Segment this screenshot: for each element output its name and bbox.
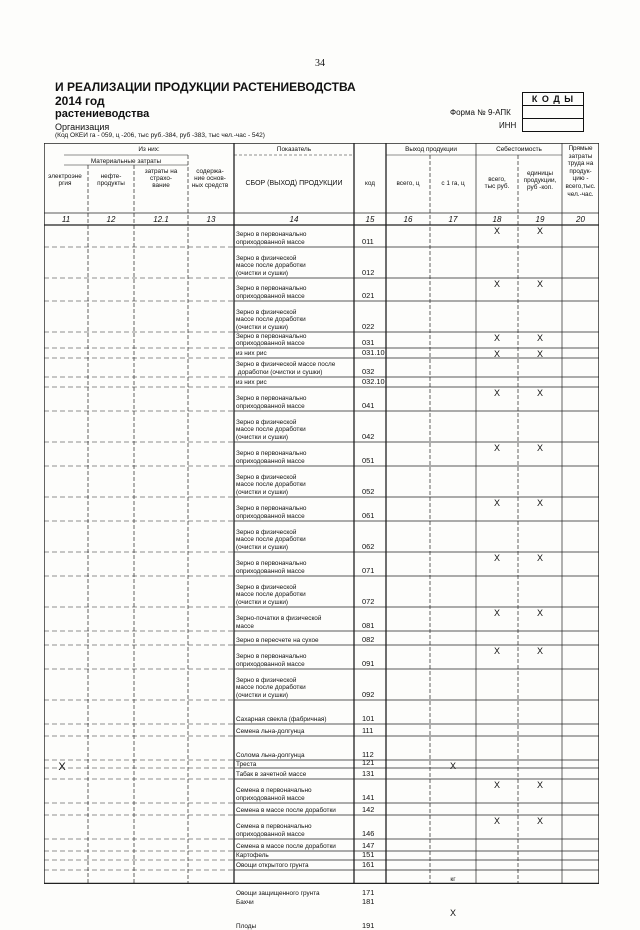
inn-label: ИНН (499, 121, 517, 130)
row-code: 142 (362, 805, 375, 814)
row-code: 081 (362, 621, 375, 630)
mark-col-19: X (536, 816, 543, 826)
header-col-insurance: затраты на страхо- вание (144, 168, 178, 189)
row-code: 031 (362, 338, 375, 347)
column-number: 12 (106, 215, 116, 224)
column-number: 13 (206, 215, 216, 224)
mark-col-18: X (493, 553, 500, 563)
column-number: 20 (576, 215, 585, 224)
row-code: 111 (362, 726, 374, 735)
row-indicator: Зерно в физической массе после доработки (очистки и сушки) (236, 529, 306, 551)
row-indicator: Бахчи (236, 899, 254, 906)
row-indicator: Овощи открытого грунта (236, 861, 309, 869)
row-code: 112 (362, 750, 374, 759)
mark-col-18: X (493, 646, 500, 656)
row-indicator: Зерно в физической массе после доработки (очистки и сушки) (236, 474, 306, 496)
mark-col-17: X (449, 761, 456, 771)
mark-col-19: X (536, 226, 543, 236)
header-harvest: СБОР (ВЫХОД) ПРОДУКЦИИ (245, 180, 343, 187)
page-number: 34 (315, 58, 325, 69)
column-number: 16 (403, 215, 413, 224)
column-number: 11 (61, 215, 71, 224)
row-code: 091 (362, 659, 375, 668)
row-code: 072 (362, 597, 375, 606)
row-indicator: Картофель (236, 852, 269, 859)
row-indicator: Зерно в первоначально оприходованной массе (236, 505, 307, 520)
production-table (44, 143, 599, 930)
row-indicator: Зерно в физической массе после доработки (очистки и сушки) (236, 255, 306, 277)
report-title: И РЕАЛИЗАЦИИ ПРОДУКЦИИ РАСТЕНИЕВОДСТВА (55, 80, 356, 94)
row-indicator: Семена в массе после доработки (236, 806, 336, 814)
row-indicator: Семена в первоначально оприходованной массе (236, 787, 312, 802)
mark-col-19: X (536, 780, 543, 790)
column-number: 18 (492, 215, 502, 224)
mark-col-18: X (493, 226, 500, 236)
row-code: 146 (362, 829, 375, 838)
row-code: 151 (362, 850, 375, 859)
row-code: 181 (362, 897, 375, 906)
mark-col-19: X (536, 646, 543, 656)
header-col-labor: Прямые затраты труда на продук- цию - всего,тыс. чел.-час. (565, 145, 596, 198)
codes-header-box: К О Д Ы (522, 92, 584, 106)
row-indicator: Зерно в физической массе после доработки (очистки и сушки) (236, 361, 336, 376)
header-cost: Себестоимость (496, 146, 542, 153)
row-code: 032.10 (362, 377, 385, 386)
row-code: 062 (362, 542, 375, 551)
row-code: 022 (362, 322, 375, 331)
header-iz-nih: Из них: (138, 146, 160, 153)
form-code-field[interactable] (522, 105, 584, 119)
okei-units-note: (Код ОКЕИ га - 059, ц -206, тыс руб.-384, руб -383, тыс чел.-час - 542) (55, 132, 265, 139)
row-indicator: Овощи защищенного грунта (236, 889, 320, 897)
row-indicator: Зерно в физической массе после доработки (очистки и сушки) (236, 309, 306, 331)
row-code: 147 (362, 841, 375, 850)
row-indicator: из них рис (236, 349, 267, 357)
row-indicator: Зерно в физической массе после доработки (очистки и сушки) (236, 677, 306, 699)
row-indicator: Табак в зачетной массе (236, 770, 307, 778)
row-indicator: Зерно в первоначально оприходованной массе (236, 333, 307, 348)
mark-col-17: X (449, 908, 456, 918)
mark-col-19: X (536, 279, 543, 289)
row-indicator: Семена в массе после доработки (236, 842, 336, 850)
row-code: 161 (362, 860, 375, 869)
row-code: 032 (362, 367, 375, 376)
mark-col-19: X (536, 388, 543, 398)
header-col-electricity: электроэне ргия (48, 173, 82, 187)
mark-col-18: X (493, 498, 500, 508)
row-code: 061 (362, 511, 375, 520)
row-indicator: Зерно-початки в физической массе (236, 615, 322, 630)
column-number: 14 (289, 215, 299, 224)
column-number: 19 (535, 215, 545, 224)
row-indicator: Зерно в физической массе после доработки (очистки и сушки) (236, 419, 306, 441)
row-code: 071 (362, 566, 375, 575)
row-code: 031.10 (362, 348, 385, 357)
row-indicator: Зерно в первоначально оприходованной массе (236, 450, 307, 465)
row-indicator: Семена в первоначально оприходованной массе (236, 823, 312, 838)
row-code: 051 (362, 456, 375, 465)
form-number-label: Форма № 9-АПК (450, 108, 511, 117)
row-code: 042 (362, 432, 375, 441)
row-indicator: Треста (236, 761, 257, 768)
row-code: 021 (362, 291, 375, 300)
row-indicator: Зерно в первоначально оприходованной массе (236, 231, 307, 246)
mark-col-18: X (493, 349, 500, 359)
row-indicator: Сахарная свекла (фабричная) (236, 715, 327, 723)
column-number: 15 (365, 215, 375, 224)
row-code: 121 (362, 758, 375, 767)
header-col-unit-cost: единицы продукции, руб -коп. (523, 170, 557, 191)
header-col-code: код (364, 180, 375, 187)
mark-col-19: X (536, 349, 543, 359)
row-code: 141 (362, 793, 375, 802)
row-indicator: Зерно в физической массе после доработки (очистки и сушки) (236, 584, 306, 606)
mark-col-18: X (493, 388, 500, 398)
row-code: 191 (362, 921, 375, 930)
mark-col-19: X (536, 608, 543, 618)
row-code: 052 (362, 487, 375, 496)
mark-col-18: X (493, 279, 500, 289)
mark-col-19: X (536, 498, 543, 508)
row-indicator: Зерно в первоначально оприходованной массе (236, 653, 307, 668)
row-code: 011 (362, 237, 374, 246)
row-code: 082 (362, 635, 375, 644)
mark-col-18: X (493, 780, 500, 790)
mark-col-19: X (536, 553, 543, 563)
row-indicator: Зерно в первоначально оприходованной массе (236, 395, 307, 410)
row-indicator: из них рис (236, 378, 267, 386)
mark-col-18: X (493, 608, 500, 618)
row-code: 012 (362, 268, 375, 277)
row-code: 131 (362, 769, 375, 778)
organization-label: Организация (55, 122, 110, 132)
mark-col-18: X (493, 443, 500, 453)
header-col-oil: нефте- продукты (97, 173, 125, 187)
row-indicator: Зерно в первоначально оприходованной массе (236, 285, 307, 300)
mark-col-19: X (536, 333, 543, 343)
row-code: 101 (362, 714, 375, 723)
header-col-cost-total: всего, тыс руб. (484, 176, 510, 190)
inn-field[interactable] (522, 118, 584, 132)
mark-col-18: X (493, 333, 500, 343)
header-output: Выход продукции (405, 146, 457, 153)
row-indicator: Семена льна-долгунца (236, 727, 305, 735)
header-indicator: Показатель (276, 146, 312, 153)
row-indicator: Зерно в первоначально оприходованной массе (236, 560, 307, 575)
report-year: 2014 год (55, 94, 105, 108)
row-indicator: Плоды (236, 922, 257, 930)
mark-col-19: X (536, 443, 543, 453)
column-number: 17 (448, 215, 458, 224)
header-material-costs: Материальные затраты (90, 158, 162, 165)
report-subtitle: растениеводства (55, 108, 150, 120)
row-indicator: Солома льна-долгунца (236, 751, 305, 759)
header-col-per-ha: с 1 га, ц (441, 180, 465, 187)
unit-kg-label: кг (450, 876, 456, 883)
row-code: 171 (362, 888, 375, 897)
row-code: 092 (362, 690, 375, 699)
row-indicator: Зерно в пересчете на сухое (236, 636, 319, 644)
mark-col-11: X (58, 761, 66, 773)
mark-col-18: X (493, 816, 500, 826)
header-col-total-c: всего, ц (396, 180, 420, 187)
row-code: 041 (362, 401, 375, 410)
column-number: 12.1 (153, 215, 169, 224)
header-col-fixed-assets: содержа- ние основ- ных средств (191, 168, 229, 189)
